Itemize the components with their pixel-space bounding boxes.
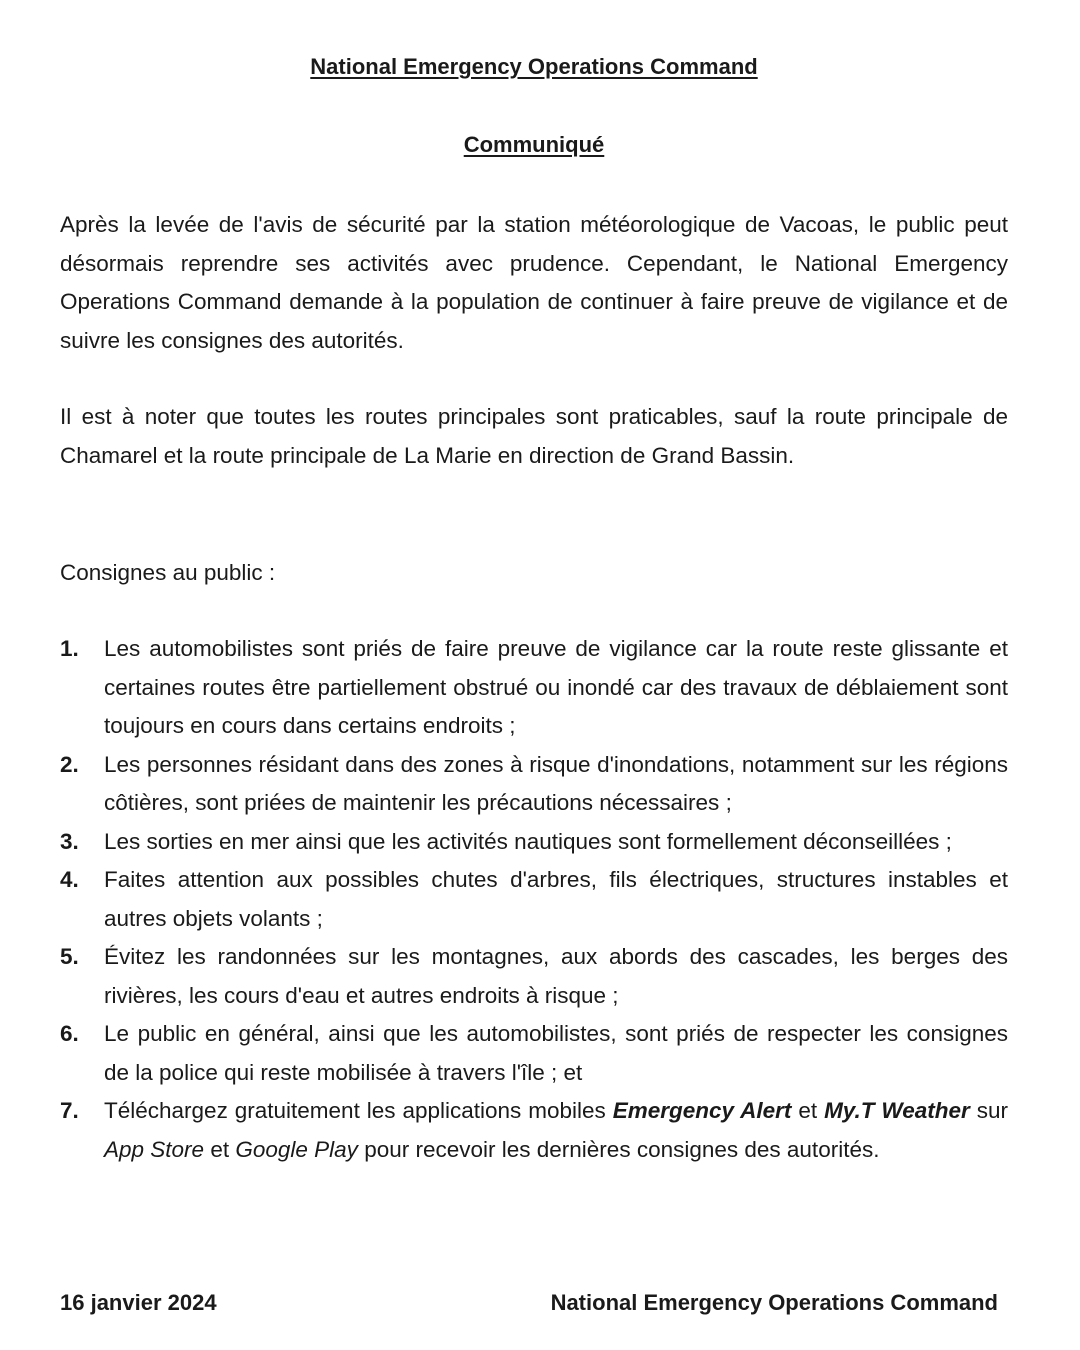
list-item-text: Les sorties en mer ainsi que les activités nautiques sont formellement déconseillées ; bbox=[104, 828, 952, 854]
list-item bbox=[60, 1015, 1008, 1092]
list-item-number: 7. bbox=[60, 1098, 79, 1123]
list-item-number: 3. bbox=[60, 828, 79, 854]
list-item bbox=[60, 746, 1008, 823]
roads-paragraph: Il est à noter que toutes les routes principales sont praticables, sauf la route principale de Chamarel et la route principale de La Marie en direction de Grand Bassin. bbox=[60, 404, 1008, 468]
consignes-list bbox=[60, 630, 1008, 1169]
organization-title: National Emergency Operations Command bbox=[310, 54, 758, 79]
list-item-number: 6. bbox=[60, 1021, 79, 1046]
list-item-text: Les personnes résidant dans des zones à risque d'inondations, notamment sur les régions côtières, sont priées de maintenir les précautions nécessaires ; bbox=[104, 751, 1008, 815]
list-item-number: 1. bbox=[60, 636, 79, 661]
list-item-number: 4. bbox=[60, 867, 79, 892]
consignes-label: Consignes au public : bbox=[60, 560, 276, 585]
list-item bbox=[60, 823, 1008, 862]
list-item-number: 5. bbox=[60, 944, 79, 969]
intro-paragraph: Après la levée de l'avis de sécurité par la station météorologique de Vacoas, le public peut désormais reprendre ses activités avec prudence. Cependant, le National Emergency Operations Command demande à la population de continuer à faire preuve de vigilance et de suivre les consignes des autorités. bbox=[60, 212, 1008, 353]
list-item-text: Les automobilistes sont priés de faire preuve de vigilance car la route reste glissante et certaines routes être partiellement obstrué ou inondé car des travaux de déblaiement sont toujours en cours dans certains endroits ; bbox=[104, 636, 1008, 738]
list-item bbox=[60, 938, 1008, 1015]
list-item-text: Faites attention aux possibles chutes d'arbres, fils électriques, structures instables et autres objets volants ; bbox=[104, 867, 1008, 931]
list-item-text bbox=[104, 1092, 1008, 1169]
footer-date: 16 janvier 2024 bbox=[60, 1290, 217, 1315]
list-item-text-part: sur bbox=[969, 1098, 1008, 1123]
app-name-myt-weather: My.T Weather bbox=[824, 1098, 970, 1123]
store-name-google-play: Google Play bbox=[235, 1136, 358, 1162]
list-item-text-part: et bbox=[204, 1136, 236, 1162]
list-item bbox=[60, 1092, 1008, 1169]
store-name-app-store: App Store bbox=[104, 1136, 205, 1162]
list-item-text: Évitez les randonnées sur les montagnes, aux abords des cascades, les berges des rivières, les cours d'eau et autres endroits à risque ; bbox=[104, 944, 1008, 1008]
list-item-text-part: et bbox=[791, 1098, 825, 1123]
app-name-emergency-alert: Emergency Alert bbox=[612, 1098, 792, 1123]
list-item bbox=[60, 861, 1008, 938]
footer-signature: National Emergency Operations Command bbox=[550, 1290, 998, 1315]
list-item-text-part: Téléchargez gratuitement les applications mobiles bbox=[104, 1098, 613, 1123]
document-type-heading: Communiqué bbox=[463, 132, 605, 157]
list-item bbox=[60, 630, 1008, 746]
list-item-text-part: pour recevoir les dernières consignes des autorités. bbox=[357, 1136, 880, 1162]
list-item-text: Le public en général, ainsi que les automobilistes, sont priés de respecter les consignes de la police qui reste mobilisée à travers l'île ; et bbox=[104, 1021, 1008, 1085]
list-item-number: 2. bbox=[60, 751, 79, 777]
